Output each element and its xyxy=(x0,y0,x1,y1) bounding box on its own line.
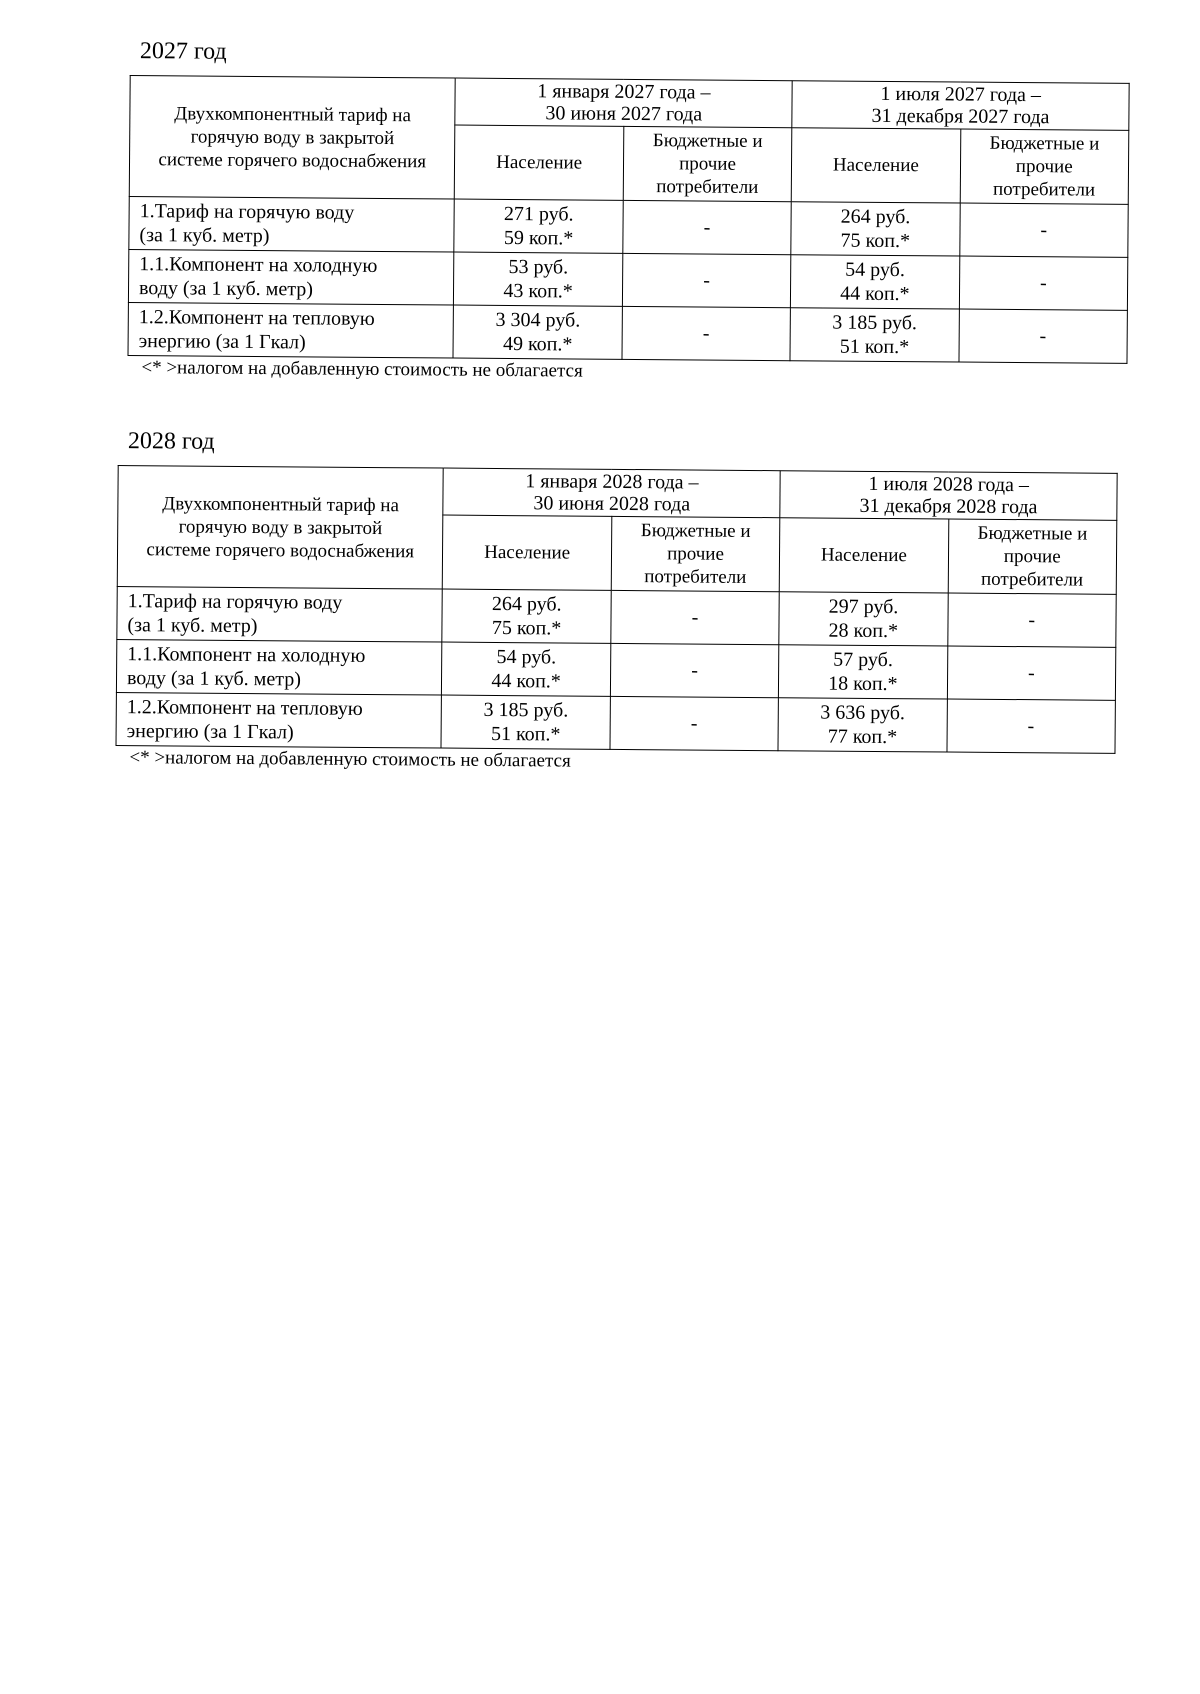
budget-line: прочие xyxy=(1015,156,1073,178)
period-line: 31 декабря 2028 года xyxy=(859,495,1038,519)
period-line: 1 января 2028 года – xyxy=(525,470,699,494)
budget-line: Бюджетные и xyxy=(989,132,1100,155)
value-kop: 28 коп.* xyxy=(828,619,899,643)
value-rub: 54 руб. xyxy=(845,258,905,282)
budget-value: - xyxy=(959,203,1128,257)
row-label-line: воду (за 1 куб. метр) xyxy=(138,277,313,301)
header-corner-cell xyxy=(129,76,455,200)
table-row xyxy=(116,639,1115,700)
row-label xyxy=(116,692,442,748)
value-rub: 3 636 руб. xyxy=(820,701,906,725)
header-corner-line: Двухкомпонентный тариф на xyxy=(162,492,400,516)
population-value xyxy=(454,252,623,306)
budget-value: - xyxy=(610,696,779,750)
table-row xyxy=(128,249,1127,310)
table-row xyxy=(116,692,1115,753)
value-kop: 75 коп.* xyxy=(491,616,562,640)
table-row xyxy=(129,196,1128,257)
value-rub: 3 185 руб. xyxy=(832,311,918,335)
value-rub: 53 руб. xyxy=(508,255,569,279)
header-corner-line: горячую воду в закрытой xyxy=(190,125,395,149)
header-corner-cell xyxy=(117,466,443,590)
population-value xyxy=(442,642,611,696)
row-label-line: 1.2.Компонент на тепловую xyxy=(126,696,363,720)
year-heading: 2028 год xyxy=(127,428,215,455)
budget-value: - xyxy=(947,646,1116,700)
tariff-table-2028 xyxy=(116,465,1118,754)
value-rub: 3 185 руб. xyxy=(483,698,569,722)
row-label-line: энергию (за 1 Гкал) xyxy=(126,720,294,744)
header-population: Население xyxy=(443,515,612,590)
row-label xyxy=(117,586,443,642)
value-rub: 297 руб. xyxy=(828,595,899,619)
tariff-section-2027 xyxy=(127,38,1130,388)
value-kop: 59 коп.* xyxy=(503,226,574,250)
header-corner-line: системе горячего водоснабжения xyxy=(158,148,427,172)
header-budget xyxy=(611,517,780,592)
row-label xyxy=(116,639,442,695)
population-value xyxy=(791,255,960,309)
budget-line: потребители xyxy=(992,178,1096,201)
budget-value: - xyxy=(946,699,1115,753)
value-kop: 44 коп.* xyxy=(491,669,561,693)
population-value xyxy=(790,308,959,362)
period-line: 1 января 2027 года – xyxy=(537,80,711,104)
value-rub: 57 руб. xyxy=(833,648,893,672)
value-kop: 75 коп.* xyxy=(840,229,911,253)
value-rub: 264 руб. xyxy=(491,592,562,616)
value-rub: 264 руб. xyxy=(840,205,911,229)
value-kop: 51 коп.* xyxy=(839,335,910,359)
budget-value: - xyxy=(610,643,779,697)
row-label-line: 1.1.Компонент на холодную xyxy=(127,643,366,667)
budget-value: - xyxy=(959,256,1128,310)
population-value xyxy=(453,305,622,359)
row-label-line: (за 1 куб. метр) xyxy=(139,224,270,248)
period-line: 1 июля 2028 года – xyxy=(868,473,1030,497)
budget-line: потребители xyxy=(656,176,759,199)
period-line: 1 июля 2027 года – xyxy=(880,83,1042,107)
period-line: 30 июня 2027 года xyxy=(545,102,703,126)
row-label-line: 1.1.Компонент на холодную xyxy=(139,253,378,277)
population-value xyxy=(791,202,960,256)
row-label-line: воду (за 1 куб. метр) xyxy=(126,667,301,691)
table-row xyxy=(117,586,1116,647)
value-kop: 77 коп.* xyxy=(827,725,898,749)
budget-line: прочие xyxy=(1003,546,1061,568)
period-line: 31 декабря 2027 года xyxy=(871,105,1050,129)
value-rub: 271 руб. xyxy=(503,202,574,226)
header-budget xyxy=(623,127,792,202)
budget-line: Бюджетные и xyxy=(977,522,1088,545)
table-header-row xyxy=(130,76,1129,131)
row-label-line: 1.Тариф на горячую воду xyxy=(139,200,355,224)
budget-value: - xyxy=(622,306,791,360)
budget-line: потребители xyxy=(644,566,747,589)
budget-value: - xyxy=(958,309,1127,363)
population-value xyxy=(454,199,623,253)
header-population: Население xyxy=(791,128,960,203)
header-corner-line: горячую воду в закрытой xyxy=(178,515,383,539)
header-period-2 xyxy=(780,471,1117,521)
header-population: Население xyxy=(779,518,948,593)
table-header-row xyxy=(118,466,1117,521)
budget-line: Бюджетные и xyxy=(652,130,763,153)
budget-line: прочие xyxy=(679,153,737,175)
header-corner-line: Двухкомпонентный тариф на xyxy=(174,102,412,126)
tariff-table-2027 xyxy=(128,75,1130,364)
year-heading: 2027 год xyxy=(139,38,227,65)
budget-line: Бюджетные и xyxy=(640,520,751,543)
value-rub: 54 руб. xyxy=(496,645,557,669)
row-label-line: 1.2.Компонент на тепловую xyxy=(138,306,375,330)
row-label xyxy=(129,196,455,252)
row-label xyxy=(128,302,454,358)
header-population: Население xyxy=(455,125,624,200)
population-value xyxy=(779,645,948,699)
header-period-1 xyxy=(443,468,780,518)
population-value xyxy=(778,698,947,752)
row-label-line: (за 1 куб. метр) xyxy=(127,614,258,638)
tariff-section-2028 xyxy=(115,428,1118,778)
value-rub: 3 304 руб. xyxy=(495,308,581,332)
value-kop: 49 коп.* xyxy=(502,332,573,356)
table-row xyxy=(128,302,1127,363)
header-budget xyxy=(948,519,1117,594)
budget-value: - xyxy=(947,593,1116,647)
budget-line: прочие xyxy=(667,543,725,565)
header-period-1 xyxy=(455,78,792,128)
value-kop: 51 коп.* xyxy=(490,722,561,746)
row-label-line: 1.Тариф на горячую воду xyxy=(127,590,343,614)
header-period-2 xyxy=(792,81,1129,131)
row-label-line: энергию (за 1 Гкал) xyxy=(138,330,306,354)
population-value xyxy=(779,592,948,646)
budget-value: - xyxy=(623,200,792,254)
population-value xyxy=(441,695,610,749)
vat-footnote: <* >налогом на добавленную стоимость не облагается xyxy=(141,357,583,382)
value-kop: 43 коп.* xyxy=(503,279,573,303)
header-budget xyxy=(960,129,1129,204)
budget-value: - xyxy=(611,590,780,644)
budget-value: - xyxy=(622,253,791,307)
period-line: 30 июня 2028 года xyxy=(533,492,691,516)
row-label xyxy=(128,249,454,305)
header-corner-line: системе горячего водоснабжения xyxy=(146,538,415,562)
value-kop: 44 коп.* xyxy=(840,282,910,306)
value-kop: 18 коп.* xyxy=(828,672,898,696)
population-value xyxy=(442,589,611,643)
budget-line: потребители xyxy=(980,568,1084,591)
vat-footnote: <* >налогом на добавленную стоимость не облагается xyxy=(129,747,571,772)
